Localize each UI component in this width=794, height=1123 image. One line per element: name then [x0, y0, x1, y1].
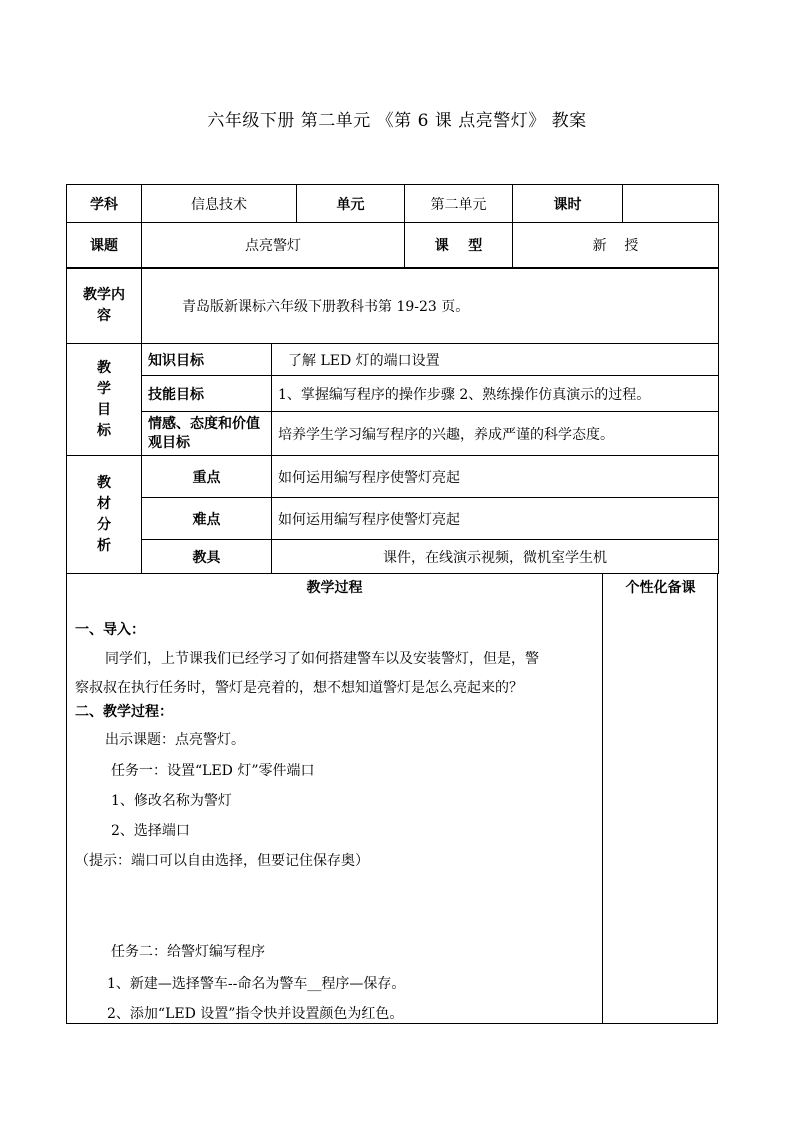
content-label: 教学内容	[67, 269, 142, 344]
process-line: 2、选择端口	[111, 823, 190, 839]
topic-value: 点亮警灯	[142, 223, 405, 268]
topic-label: 课题	[67, 223, 142, 268]
goals-table	[66, 343, 719, 456]
info-table	[66, 184, 719, 268]
analysis-value: 课件，在线演示视频，微机室学生机	[272, 540, 719, 574]
period-value	[623, 185, 719, 223]
content-table	[66, 268, 719, 344]
process-header: 教学过程	[306, 580, 363, 596]
process-line: （提示：端口可以自由选择，但要记住保存奥）	[75, 853, 369, 869]
process-line: 一、导入：	[75, 622, 145, 638]
side-header: 个性化备课	[625, 580, 696, 596]
analysis-label: 教材分析	[67, 456, 142, 574]
analysis-table	[66, 455, 719, 574]
process-line: 2、添加“LED 设置”指令快并设置颜色为红色。	[107, 1006, 404, 1022]
analysis-name: 难点	[142, 498, 272, 540]
goal-value: 了解 LED 灯的端口设置	[272, 344, 719, 376]
process-line: 出示课题：点亮警灯。	[105, 732, 245, 748]
goal-value: 培养学生学习编写程序的兴趣，养成严谨的科学态度。	[272, 412, 719, 456]
goal-name: 知识目标	[142, 344, 272, 376]
subject-label: 学科	[67, 185, 142, 223]
subject-value: 信息技术	[142, 185, 297, 223]
type-value: 新 授	[513, 223, 719, 268]
analysis-name: 教具	[142, 540, 272, 574]
process-line: 二、教学过程：	[75, 704, 173, 720]
process-divider	[602, 574, 603, 1023]
process-line: 1、修改名称为警灯	[111, 793, 232, 809]
goals-label: 教学目标	[67, 344, 142, 456]
type-label: 课 型	[405, 223, 513, 268]
process-line: 任务一：设置“LED 灯”零件端口	[111, 763, 315, 779]
goal-name: 技能目标	[142, 376, 272, 412]
content-value: 青岛版新课标六年级下册教科书第 19-23 页。	[142, 269, 719, 344]
analysis-value: 如何运用编写程序使警灯亮起	[272, 456, 719, 498]
page-title: 六年级下册 第二单元 《第 6 课 点亮警灯》 教案	[207, 111, 587, 131]
process-line: 1、新建—选择警车--命名为警车__程序—保存。	[107, 976, 406, 992]
analysis-name: 重点	[142, 456, 272, 498]
unit-value: 第二单元	[405, 185, 513, 223]
process-line: 同学们，上节课我们已经学习了如何搭建警车以及安装警灯，但是，警	[105, 651, 539, 667]
process-line: 任务二：给警灯编写程序	[111, 944, 265, 960]
process-section	[66, 573, 718, 1024]
goal-name: 情感、态度和价值观目标	[142, 412, 272, 456]
process-line: 察叔叔在执行任务时，警灯是亮着的，想不想知道警灯是怎么亮起来的？	[75, 680, 523, 696]
analysis-value: 如何运用编写程序使警灯亮起	[272, 498, 719, 540]
period-label: 课时	[513, 185, 623, 223]
goal-value: 1、掌握编写程序的操作步骤 2、熟练操作仿真演示的过程。	[272, 376, 719, 412]
unit-label: 单元	[297, 185, 405, 223]
